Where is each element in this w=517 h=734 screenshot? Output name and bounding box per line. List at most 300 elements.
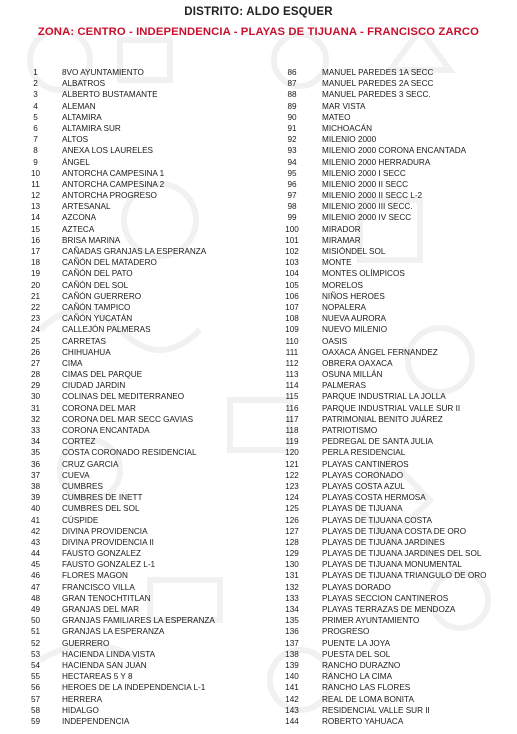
item-number: 98 — [287, 202, 297, 212]
item-name: PLAYAS DE TIJUANA TRIANGULO DE ORO — [322, 571, 487, 581]
list-item — [20, 112, 275, 123]
item-number: 50 — [30, 616, 41, 626]
item-number: 4 — [33, 101, 38, 111]
item-name: ALTAMIRA — [62, 112, 102, 122]
list-item — [20, 302, 275, 313]
item-name: MICHOACÁN — [322, 123, 373, 133]
item-name: MIRADOR — [322, 224, 361, 234]
item-name: CHIHUAHUA — [62, 347, 111, 357]
list-item — [276, 145, 511, 156]
item-name: ROBERTO YAHUACA — [322, 716, 404, 726]
item-number: 33 — [30, 426, 41, 435]
item-name: MONTES OLÍMPICOS — [322, 269, 405, 279]
item-name: OASIS — [322, 336, 348, 346]
list-item — [20, 291, 275, 302]
item-name: REAL DE LOMA BONITA — [322, 694, 414, 704]
list-item — [20, 593, 275, 604]
list-item — [276, 302, 511, 313]
item-name: PLAYAS TERRAZAS DE MENDOZA — [322, 605, 456, 614]
item-name: MILENIO 2000 II SECC L-2 — [322, 191, 423, 201]
list-item — [276, 380, 511, 391]
item-number: 56 — [30, 683, 41, 693]
item-name: PLAYAS DE TIJUANA COSTA — [322, 515, 432, 525]
item-name: PLAYAS DE TIJUANA — [322, 504, 403, 514]
list-item — [276, 190, 511, 201]
list-item — [276, 235, 511, 246]
item-name: ALTOS — [62, 135, 89, 145]
item-number: 49 — [30, 605, 41, 614]
item-name: CUMBRES — [62, 481, 103, 491]
item-number: 111 — [285, 347, 299, 357]
item-number: 113 — [285, 370, 299, 380]
item-name: OSUNA MILLÁN — [322, 370, 383, 380]
item-name: MILENIO 2000 CORONA ENCANTADA — [322, 146, 467, 156]
item-number: 93 — [287, 146, 297, 156]
item-number: 86 — [287, 68, 297, 77]
list-item — [20, 324, 275, 335]
list-item — [276, 89, 511, 100]
item-number: 15 — [30, 224, 41, 234]
item-number: 140 — [285, 672, 299, 682]
list-item — [276, 168, 511, 179]
list-item — [20, 682, 275, 693]
item-name: NUEVO MILENIO — [322, 325, 388, 335]
item-name: PUENTE LA JOYA — [322, 638, 391, 648]
list-item — [276, 347, 511, 358]
list-item — [20, 403, 275, 414]
list-item — [276, 224, 511, 235]
item-name: RESIDENCIAL VALLE SUR II — [322, 705, 430, 715]
list-item — [276, 212, 511, 223]
item-name: CORONA ENCANTADA — [62, 426, 150, 435]
item-name: MILENIO 2000 HERRADURA — [322, 157, 431, 167]
item-number: 117 — [285, 414, 299, 424]
list-item — [276, 291, 511, 302]
item-number: 7 — [33, 135, 38, 145]
list-item — [276, 101, 511, 112]
district-title: DISTRITO: ALDO ESQUER — [184, 6, 333, 18]
item-name: PERLA RESIDENCIAL — [322, 448, 406, 458]
item-number: 53 — [30, 649, 41, 659]
item-name: FLORES MAGON — [62, 571, 128, 581]
list-item — [20, 380, 275, 391]
item-number: 38 — [30, 481, 41, 491]
item-name: CALLEJÓN PALMERAS — [62, 325, 151, 335]
item-number: 134 — [285, 605, 299, 614]
list-item — [20, 515, 275, 526]
item-number: 131 — [285, 571, 299, 581]
item-number: 59 — [30, 716, 41, 726]
list-item — [276, 604, 511, 615]
item-name: PLAYAS CORONADO — [322, 470, 404, 480]
item-number: 18 — [30, 258, 41, 268]
item-name: MILENIO 2000 — [322, 135, 377, 145]
item-number: 106 — [285, 291, 299, 301]
item-number: 21 — [30, 291, 41, 301]
item-number: 29 — [30, 381, 41, 391]
item-name: ALBERTO BUSTAMANTE — [62, 90, 158, 100]
list-item — [20, 347, 275, 358]
item-name: HIDALGO — [62, 705, 99, 715]
list-item — [276, 459, 511, 470]
item-number: 51 — [30, 627, 41, 637]
item-name: CUEVA — [62, 470, 90, 480]
item-name: CIUDAD JARDIN — [62, 381, 126, 391]
item-number: 138 — [285, 649, 299, 659]
item-number: 20 — [30, 280, 41, 290]
item-name: PLAYAS COSTA HERMOSA — [322, 493, 426, 503]
list-item — [20, 157, 275, 168]
list-item — [20, 246, 275, 257]
item-name: MISIÓNDEL SOL — [322, 247, 386, 256]
list-item — [20, 716, 275, 727]
list-item — [20, 414, 275, 425]
item-name: CAÑÓN DEL MATADERO — [62, 258, 157, 268]
item-name: MANUEL PAREDES 1A SECC — [322, 68, 434, 77]
list-item — [20, 481, 275, 492]
item-name: ALBATROS — [62, 79, 106, 89]
item-name: NUEVA AURORA — [322, 314, 386, 324]
item-number: 40 — [30, 504, 41, 514]
item-number: 135 — [285, 616, 299, 626]
list-item — [276, 537, 511, 548]
item-number: 12 — [30, 191, 41, 201]
item-name: RANCHO DURAZNO — [322, 660, 401, 670]
item-name: CIMAS DEL PARQUE — [62, 370, 143, 380]
item-name: CAÑÓN TAMPICO — [62, 302, 131, 312]
item-number: 23 — [30, 314, 41, 324]
item-number: 57 — [30, 694, 41, 704]
item-name: MILENIO 2000 II SECC — [322, 179, 409, 189]
list-item — [276, 324, 511, 335]
list-item — [276, 123, 511, 134]
item-name: GRANJAS DEL MAR — [62, 605, 140, 614]
item-number: 26 — [30, 347, 41, 357]
list-item — [20, 358, 275, 369]
item-number: 121 — [285, 459, 299, 469]
item-name: PATRIMONIAL BENITO JUÁREZ — [322, 414, 443, 424]
list-item — [276, 78, 511, 89]
item-name: HERRERA — [62, 694, 103, 704]
list-item — [276, 134, 511, 145]
item-name: RANCHO LAS FLORES — [322, 683, 411, 693]
item-name: BRISA MARINA — [62, 235, 121, 245]
item-name: PLAYAS CANTINEROS — [322, 459, 409, 469]
list-item — [276, 391, 511, 402]
item-name: PRIMER AYUNTAMIENTO — [322, 616, 420, 626]
list-item — [276, 67, 511, 78]
item-name: 8VO AYUNTAMIENTO — [62, 68, 144, 77]
item-number: 39 — [30, 493, 41, 503]
item-name: DIVINA PROVIDENCIA II — [62, 537, 154, 547]
item-name: NIÑOS HEROES — [322, 291, 385, 301]
item-number: 47 — [30, 582, 41, 592]
item-number: 37 — [30, 470, 41, 480]
list-item — [20, 570, 275, 581]
list-item — [276, 425, 511, 436]
item-number: 132 — [285, 582, 299, 592]
list-item — [276, 671, 511, 682]
list-item — [276, 593, 511, 604]
list-item — [276, 638, 511, 649]
list-item — [20, 548, 275, 559]
item-name: MANUEL PAREDES 2A SECC — [322, 79, 434, 89]
item-number: 19 — [30, 269, 41, 279]
list-item — [276, 548, 511, 559]
list-item — [20, 78, 275, 89]
item-number: 25 — [30, 336, 41, 346]
item-name: HACIENDA SAN JUAN — [62, 660, 147, 670]
item-name: AZCONA — [62, 213, 97, 223]
item-number: 14 — [30, 213, 41, 223]
item-name: HEROES DE LA INDEPENDENCIA L-1 — [62, 683, 206, 693]
item-number: 124 — [285, 493, 299, 503]
item-number: 108 — [285, 314, 299, 324]
item-number: 102 — [285, 247, 299, 256]
item-number: 87 — [287, 79, 297, 89]
item-number: 129 — [285, 549, 299, 559]
list-item — [276, 570, 511, 581]
list-item — [276, 626, 511, 637]
item-number: 16 — [30, 235, 41, 245]
item-number: 10 — [30, 168, 41, 178]
list-item — [20, 436, 275, 447]
list-item — [276, 470, 511, 481]
item-number: 127 — [285, 526, 299, 536]
item-name: PLAYAS DE TIJUANA MONUMENTAL — [322, 560, 462, 570]
item-number: 100 — [285, 224, 299, 234]
list-item — [20, 67, 275, 78]
item-number: 34 — [30, 437, 41, 447]
item-number: 5 — [33, 112, 38, 122]
item-number: 46 — [30, 571, 41, 581]
item-name: FAUSTO GONZALEZ — [62, 549, 142, 559]
list-item — [276, 481, 511, 492]
item-name: NOPALERA — [322, 302, 366, 312]
item-name: ANTORCHA CAMPESINA 1 — [62, 168, 165, 178]
list-item — [20, 626, 275, 637]
list-item — [20, 101, 275, 112]
item-number: 22 — [30, 302, 41, 312]
item-number: 36 — [30, 459, 41, 469]
list-item — [20, 604, 275, 615]
item-name: PLAYAS DE TIJUANA JARDINES — [322, 537, 445, 547]
item-name: PATRIOTISMO — [322, 426, 378, 435]
list-item — [276, 615, 511, 626]
item-name: CARRETAS — [62, 336, 106, 346]
item-name: MIRAMAR — [322, 235, 361, 245]
item-number: 107 — [285, 302, 299, 312]
item-name: OBRERA OAXACA — [322, 358, 393, 368]
list-item — [276, 403, 511, 414]
list-item — [20, 224, 275, 235]
item-name: PLAYAS DORADO — [322, 582, 391, 592]
list-item — [276, 492, 511, 503]
item-number: 48 — [30, 593, 41, 603]
item-name: CAÑÓN DEL PATO — [62, 269, 133, 279]
item-number: 120 — [285, 448, 299, 458]
item-name: CUMBRES DEL SOL — [62, 504, 140, 514]
item-name: HECTAREAS 5 Y 8 — [62, 672, 133, 682]
item-name: RANCHO LA CIMA — [322, 672, 393, 682]
item-name: ANTORCHA CAMPESINA 2 — [62, 179, 165, 189]
item-number: 95 — [287, 168, 297, 178]
item-number: 110 — [285, 336, 299, 346]
list-item — [276, 649, 511, 660]
zone-subtitle: ZONA: CENTRO - INDEPENDENCIA - PLAYAS DE TIJUANA - FRANCISCO ZARCO — [37, 26, 480, 38]
item-name: ALTAMIRA SUR — [62, 123, 121, 133]
item-number: 24 — [30, 325, 41, 335]
item-name: CORONA DEL MAR SECC GAVIAS — [62, 414, 194, 424]
list-item — [20, 268, 275, 279]
list-item — [276, 268, 511, 279]
list-item — [276, 436, 511, 447]
list-item — [276, 515, 511, 526]
item-name: ARTESANAL — [62, 202, 111, 212]
list-item — [20, 705, 275, 716]
item-name: MILENIO 2000 IV SECC — [322, 213, 412, 223]
item-name: MANUEL PAREDES 3 SECC. — [322, 90, 431, 100]
item-name: PLAYAS SECCION CANTINEROS — [322, 593, 449, 603]
item-name: CAÑÓN YUCATÁN — [62, 314, 133, 324]
list-item — [276, 694, 511, 705]
item-name: HACIENDA LINDA VISTA — [62, 649, 156, 659]
item-name: GRANJAS FAMILIARES LA ESPERANZA — [62, 616, 215, 626]
item-number: 123 — [285, 481, 299, 491]
item-name: PARQUE INDUSTRIAL LA JOLLA — [322, 392, 446, 402]
item-number: 104 — [285, 269, 299, 279]
list-item — [276, 414, 511, 425]
list-item — [20, 459, 275, 470]
item-name: ANTORCHA PROGRESO — [62, 191, 157, 201]
list-item — [20, 615, 275, 626]
item-name: CÚSPIDE — [62, 515, 99, 525]
list-item — [276, 157, 511, 168]
item-number: 101 — [285, 235, 299, 245]
list-item — [276, 526, 511, 537]
item-name: CIMA — [62, 358, 83, 368]
item-number: 45 — [30, 560, 41, 570]
item-name: CORTEZ — [62, 437, 96, 447]
item-number: 13 — [30, 202, 41, 212]
item-number: 94 — [287, 157, 297, 167]
list-item — [276, 682, 511, 693]
item-name: PLAYAS DE TIJUANA JARDINES DEL SOL — [322, 549, 482, 559]
list-item — [20, 391, 275, 402]
item-number: 99 — [287, 213, 297, 223]
list-item — [276, 447, 511, 458]
list-item — [20, 280, 275, 291]
item-number: 137 — [285, 638, 299, 648]
list-item — [276, 257, 511, 268]
list-item — [276, 705, 511, 716]
item-number: 92 — [287, 135, 297, 145]
item-number: 130 — [285, 560, 299, 570]
item-name: PUESTA DEL SOL — [322, 649, 391, 659]
item-name: CUMBRES DE INETT — [62, 493, 143, 503]
item-name: MORELOS — [322, 280, 363, 290]
item-number: 143 — [285, 705, 299, 715]
item-number: 32 — [30, 414, 41, 424]
item-name: ALEMAN — [62, 101, 96, 111]
item-number: 41 — [30, 515, 41, 525]
item-number: 3 — [33, 90, 38, 100]
list-item — [276, 503, 511, 514]
list-item — [20, 313, 275, 324]
item-name: PLAYAS DE TIJUANA COSTA DE ORO — [322, 526, 467, 536]
item-number: 114 — [285, 381, 299, 391]
list-item — [276, 660, 511, 671]
item-name: GRANJAS LA ESPERANZA — [62, 627, 165, 637]
list-item — [20, 123, 275, 134]
list-item — [20, 201, 275, 212]
item-number: 17 — [30, 247, 41, 256]
item-number: 55 — [30, 672, 41, 682]
item-number: 141 — [285, 683, 299, 693]
item-name: CAÑADAS GRANJAS LA ESPERANZA — [62, 247, 207, 256]
item-number: 52 — [30, 638, 41, 648]
list-item — [276, 582, 511, 593]
list-item — [20, 145, 275, 156]
item-name: ANEXA LOS LAURELES — [62, 146, 154, 156]
item-number: 91 — [287, 123, 297, 133]
item-name: CAÑÓN GUERRERO — [62, 291, 142, 301]
item-number: 133 — [285, 593, 299, 603]
item-number: 103 — [285, 258, 299, 268]
item-number: 28 — [30, 370, 41, 380]
item-name: PLAYAS COSTA AZUL — [322, 481, 405, 491]
item-number: 136 — [285, 627, 299, 637]
item-name: CRUZ GARCIA — [62, 459, 119, 469]
item-name: COLINAS DEL MEDITERRANEO — [62, 392, 185, 402]
list-item — [20, 638, 275, 649]
neighborhood-list-right — [276, 67, 511, 727]
list-item — [20, 336, 275, 347]
item-number: 89 — [287, 101, 297, 111]
item-number: 97 — [287, 191, 297, 201]
item-number: 31 — [30, 403, 41, 413]
item-number: 88 — [287, 90, 297, 100]
item-name: MONTE — [322, 258, 352, 268]
item-name: COSTA CORONADO RESIDENCIAL — [62, 448, 197, 458]
item-number: 58 — [30, 705, 41, 715]
item-name: GUERRERO — [62, 638, 110, 648]
item-number: 2 — [33, 79, 38, 89]
list-item — [276, 369, 511, 380]
item-name: FRANCISCO VILLA — [62, 582, 135, 592]
list-item — [276, 201, 511, 212]
item-number: 105 — [285, 280, 299, 290]
item-name: ÁNGEL — [62, 157, 90, 167]
list-item — [20, 168, 275, 179]
list-item — [276, 179, 511, 190]
list-item — [20, 526, 275, 537]
list-item — [20, 470, 275, 481]
item-name: MATEO — [322, 112, 351, 122]
item-name: GRAN TENOCHTITLAN — [62, 593, 151, 603]
item-name: MILENIO 2000 III SECC. — [322, 202, 413, 212]
item-number: 44 — [30, 549, 41, 559]
list-item — [20, 503, 275, 514]
list-item — [20, 257, 275, 268]
list-item — [276, 313, 511, 324]
list-item — [20, 537, 275, 548]
list-item — [20, 649, 275, 660]
item-number: 128 — [285, 537, 299, 547]
item-number: 42 — [30, 526, 41, 536]
list-item — [20, 492, 275, 503]
item-number: 122 — [285, 470, 299, 480]
